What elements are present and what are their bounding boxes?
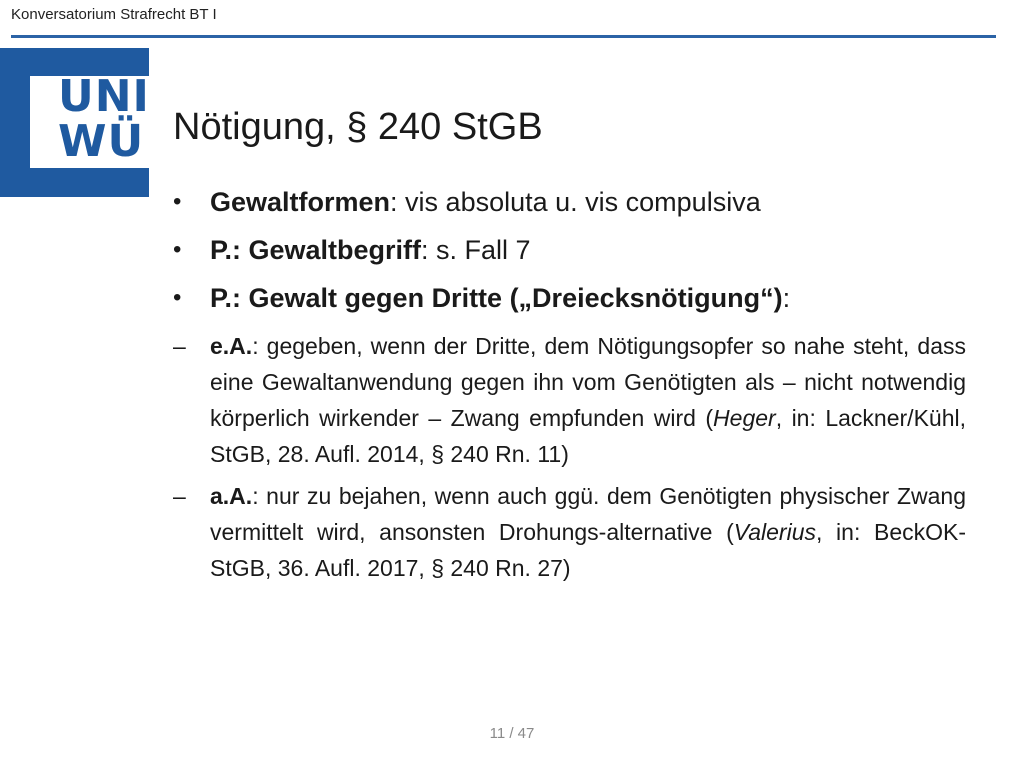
bullet-text: : vis absoluta u. vis compulsiva bbox=[390, 187, 761, 217]
sub-item-andere-ansicht bbox=[173, 478, 966, 586]
slide-content bbox=[173, 184, 966, 592]
author-citation: Valerius bbox=[733, 519, 816, 545]
sub-item-term: a.A. bbox=[210, 483, 253, 509]
bullet-item bbox=[173, 184, 966, 220]
logo-text-uni: UNI bbox=[58, 71, 150, 122]
bullet-term: P.: Gewalt gegen Dritte („Dreiecksnötigung“) bbox=[210, 283, 783, 313]
bullet-text: : s. Fall 7 bbox=[421, 235, 531, 265]
sub-item-einzelne-ansicht bbox=[173, 328, 966, 472]
page-number: 11 / 47 bbox=[489, 725, 535, 742]
bullet-term: P.: Gewaltbegriff bbox=[210, 235, 422, 265]
bullet-marker: • bbox=[173, 284, 182, 311]
bullet-term: Gewaltformen bbox=[210, 187, 391, 217]
bullet-text: : bbox=[782, 283, 791, 313]
sub-item-text: : nur zu bejahen, wenn auch ggü. dem Genötigten physischer Zwang vermittelt wird, ansonsten Drohungs-alternative ( bbox=[210, 483, 966, 545]
author-citation: Heger bbox=[713, 405, 776, 431]
dash-marker: – bbox=[173, 483, 186, 509]
presentation-header-title: Konversatorium Strafrecht BT I bbox=[11, 6, 217, 23]
sub-item-text: : gegeben, wenn der Dritte, dem Nötigungsopfer so nahe steht, dass eine Gewaltanwendung gegen ihn vom Genötigten als – nicht notwendig körperlich wirkender – Zwang empfunden wird ( bbox=[210, 333, 966, 431]
sub-item-term: e.A. bbox=[210, 333, 253, 359]
citation-text: , in: Lackner/Kühl, StGB, 28. Aufl. 2014, § 240 Rn. 11) bbox=[210, 405, 966, 467]
dash-marker: – bbox=[173, 333, 186, 359]
slide-title: Nötigung, § 240 StGB bbox=[173, 106, 543, 148]
bullet-item bbox=[173, 232, 966, 268]
bullet-item bbox=[173, 280, 966, 316]
citation-text: , in: BeckOK-StGB, 36. Aufl. 2017, § 240 Rn. 27) bbox=[210, 519, 966, 581]
logo-text-wue: WÜ bbox=[58, 116, 145, 167]
bullet-marker: • bbox=[173, 236, 182, 263]
header-divider bbox=[11, 35, 996, 38]
bullet-marker: • bbox=[173, 188, 182, 215]
